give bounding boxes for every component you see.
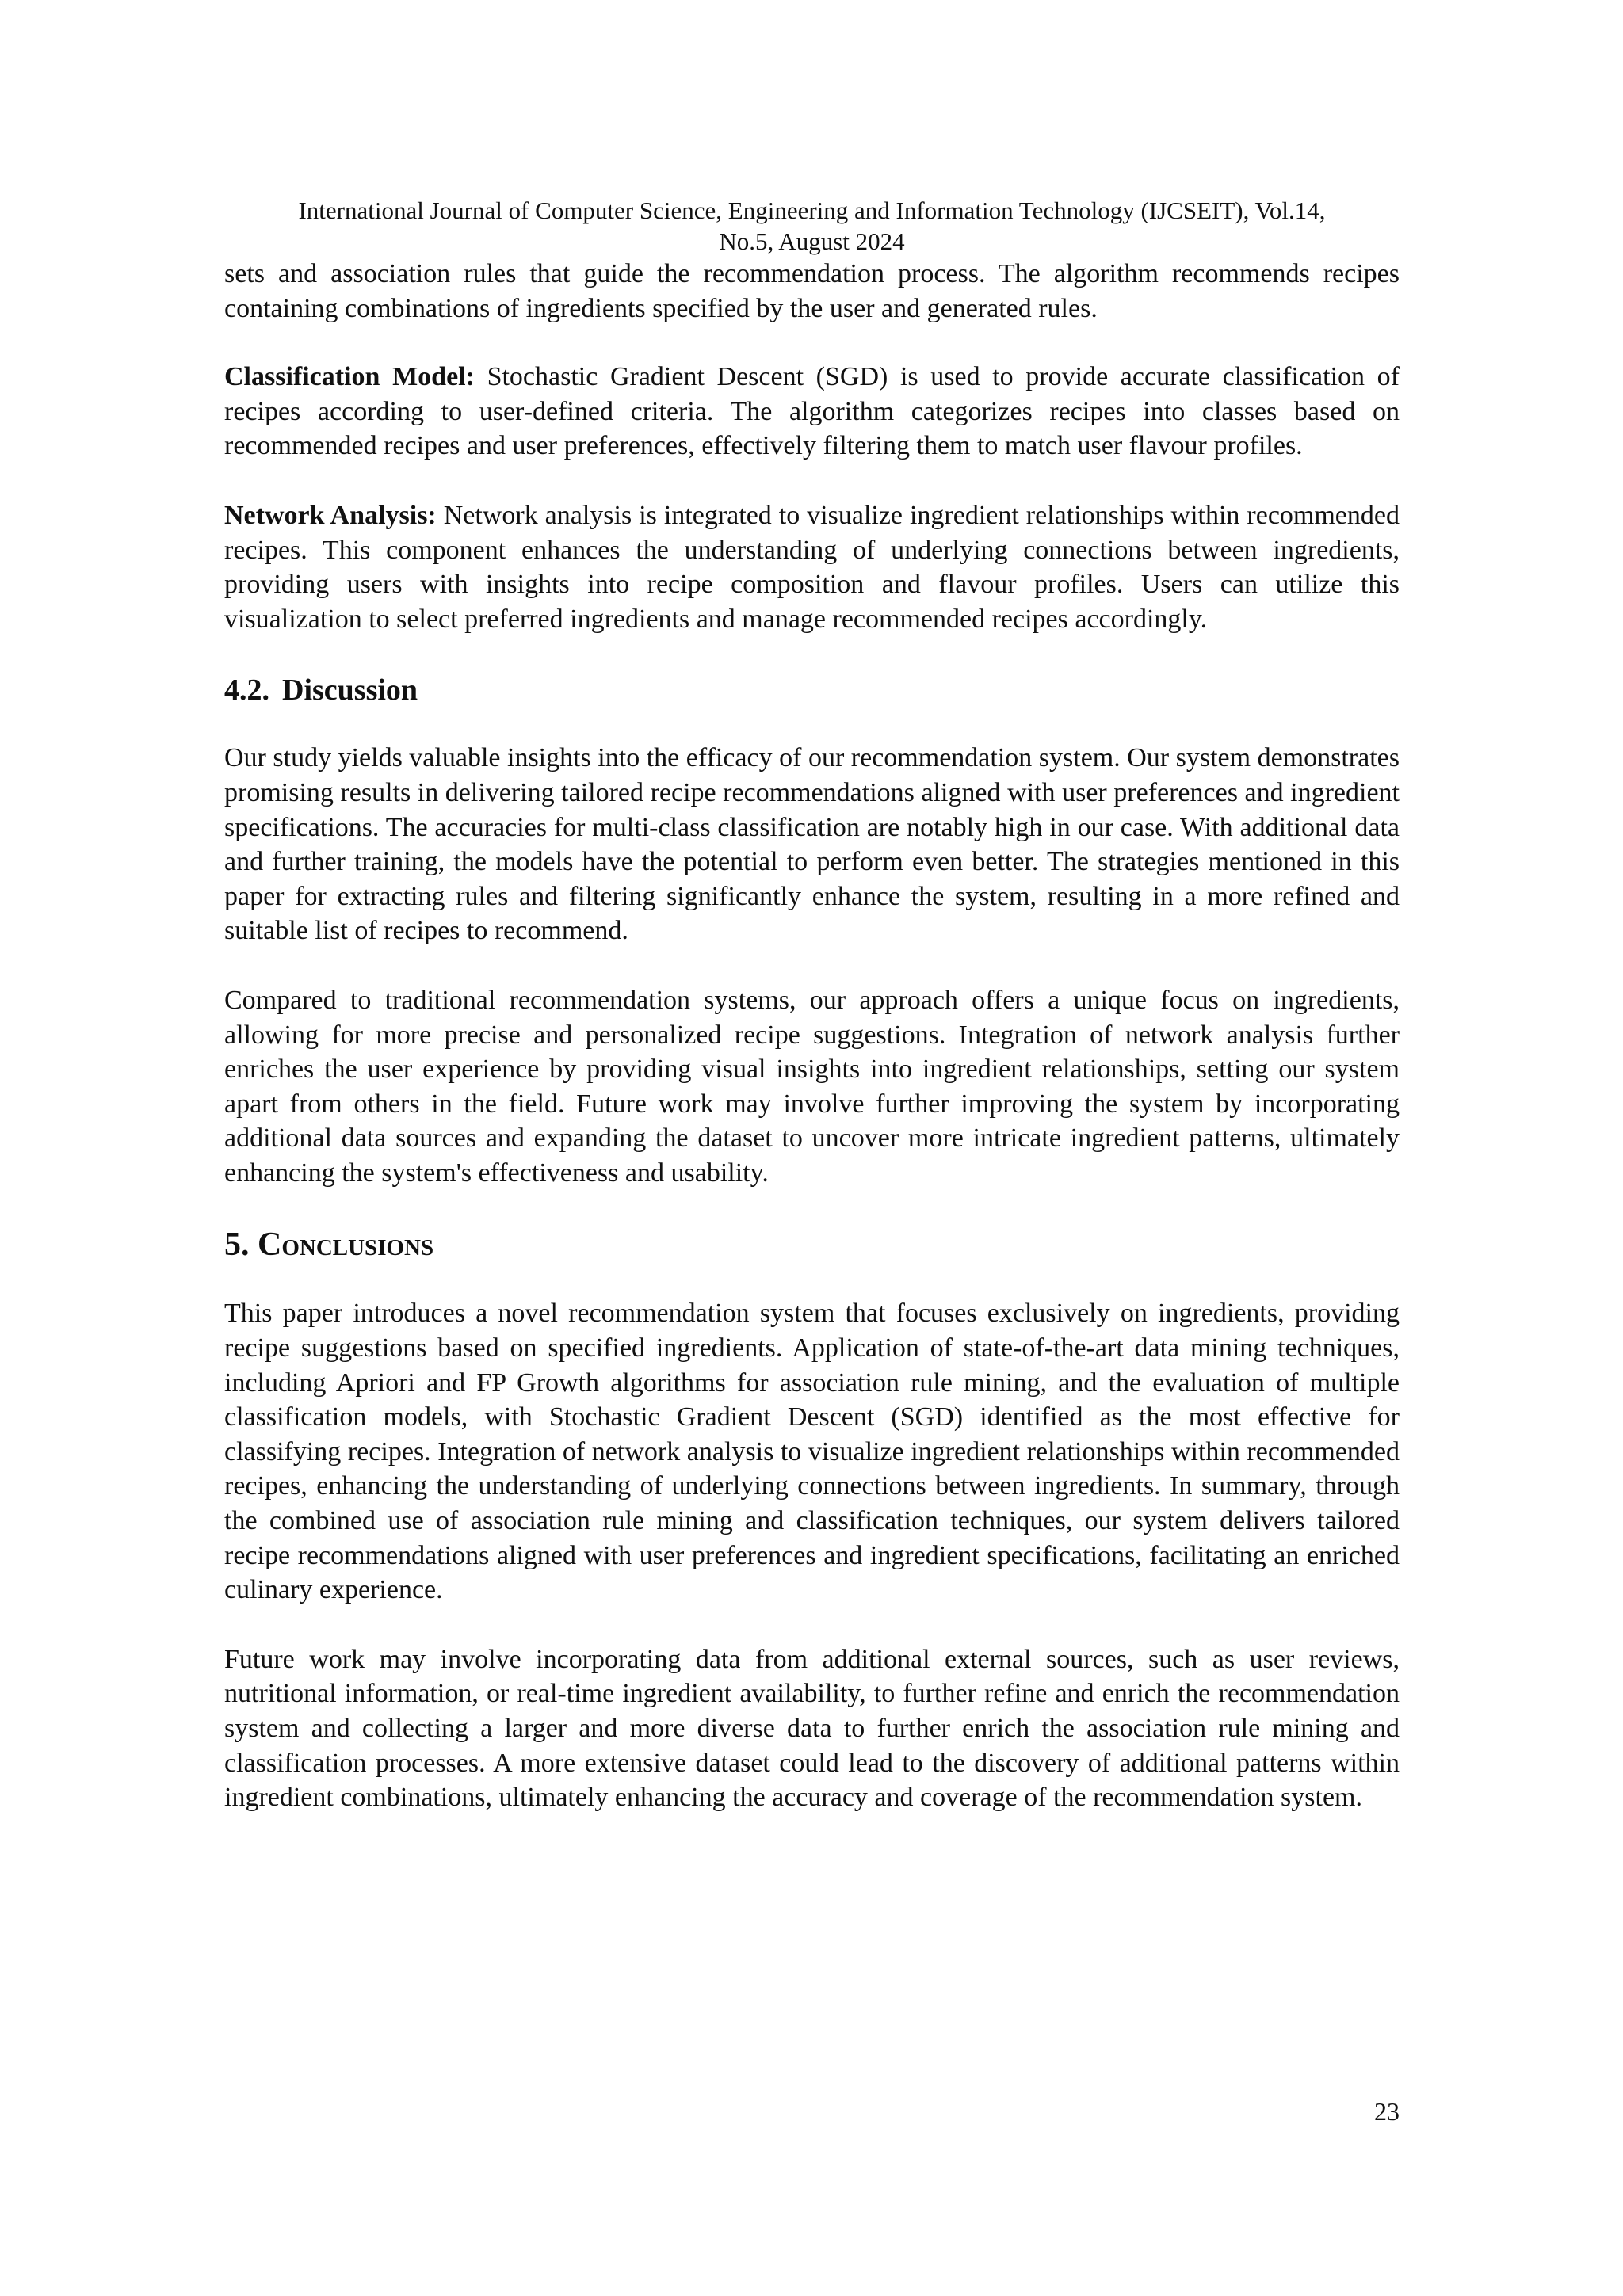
continued-paragraph: sets and association rules that guide the recommendation process. The algorithm recommends recipes containing combinations of ingredients specified by the user and generated rules. [224, 259, 1400, 323]
discussion-title: Discussion [282, 673, 418, 707]
body-text [224, 257, 1400, 1850]
discussion-number: 4.2. [224, 673, 269, 707]
network-analysis-text: Network analysis is integrated to visualize ingredient relationships within recommended recipes. This component enhances the understanding of underlying connections between ingredients, providing users with insights into recipe composition and flavour profiles. Users can utilize this visualization to select preferred ingredients and manage recommended recipes accordingly. [224, 500, 1400, 634]
classification-model-paragraph [224, 360, 1400, 463]
network-analysis-lead: Network Analysis: [224, 500, 437, 530]
header-issue-line: No.5, August 2024 [719, 227, 905, 255]
conclusions-paragraph-2: Future work may involve incorporating data from additional external sources, such as user reviews, nutritional information, or real-time ingredient availability, to further refine and enrich the recommendation system and collecting a larger and more diverse data to further enrich the association rule mining and classification processes. A more extensive dataset could lead to the discovery of additional patterns within ingredient combinations, ultimately enhancing the accuracy and coverage of the recommendation system. [224, 1644, 1400, 1813]
page-number: 23 [1374, 2097, 1400, 2126]
discussion-paragraph-2: Compared to traditional recommendation systems, our approach offers a unique focus on ingredients, allowing for more precise and personalized recipe suggestions. Integration of network analysis further enriches the user experience by providing visual insights into ingredient relationships, setting our system apart from others in the field. Future work may involve further improving the system by incorporating additional data sources and expanding the dataset to uncover more intricate ingredient patterns, ultimately enhancing the system's effectiveness and usability. [224, 985, 1400, 1188]
conclusions-number: 5. [224, 1226, 250, 1264]
classification-model-text: Stochastic Gradient Descent (SGD) is used to provide accurate classification of recipes according to user-defined criteria. The algorithm categorizes recipes into classes based on recommended recipes and user preferences, effectively filtering them to match user flavour profiles. [224, 362, 1400, 461]
discussion-heading [224, 671, 1400, 709]
conclusions-heading [224, 1225, 1400, 1264]
conclusions-paragraph-1: This paper introduces a novel recommendation system that focuses exclusively on ingredients, providing recipe suggestions based on specified ingredients. Application of state-of-the-art data mining techniques, including Apriori and FP Growth algorithms for association rule mining, and the evaluation of multiple classification models, with Stochastic Gradient Descent (SGD) identified as the most effective for classifying recipes. Integration of network analysis to visualize ingredient relationships within recommended recipes, enhancing the understanding of underlying connections between ingredients. In summary, through the combined use of association rule mining and classification techniques, our system delivers tailored recipe recommendations aligned with user preferences and ingredient specifications, facilitating an enriched culinary experience. [224, 1299, 1400, 1605]
conclusions-title: Conclusions [258, 1226, 434, 1264]
header-journal-line: International Journal of Computer Science, Engineering and Information Technology (IJCSEIT), Vol.14, [298, 196, 1326, 224]
discussion-paragraph-1: Our study yields valuable insights into the efficacy of our recommendation system. Our system demonstrates promising results in delivering tailored recipe recommendations aligned with user preferences and ingredient specifications. The accuracies for multi-class classification are notably high in our case. With additional data and further training, the models have the potential to perform even better. The strategies mentioned in this paper for extracting rules and filtering significantly enhance the system, resulting in a more refined and suitable list of recipes to recommend. [224, 743, 1400, 946]
running-header [224, 195, 1400, 257]
classification-model-lead: Classification Model: [224, 362, 475, 392]
network-analysis-paragraph [224, 498, 1400, 636]
